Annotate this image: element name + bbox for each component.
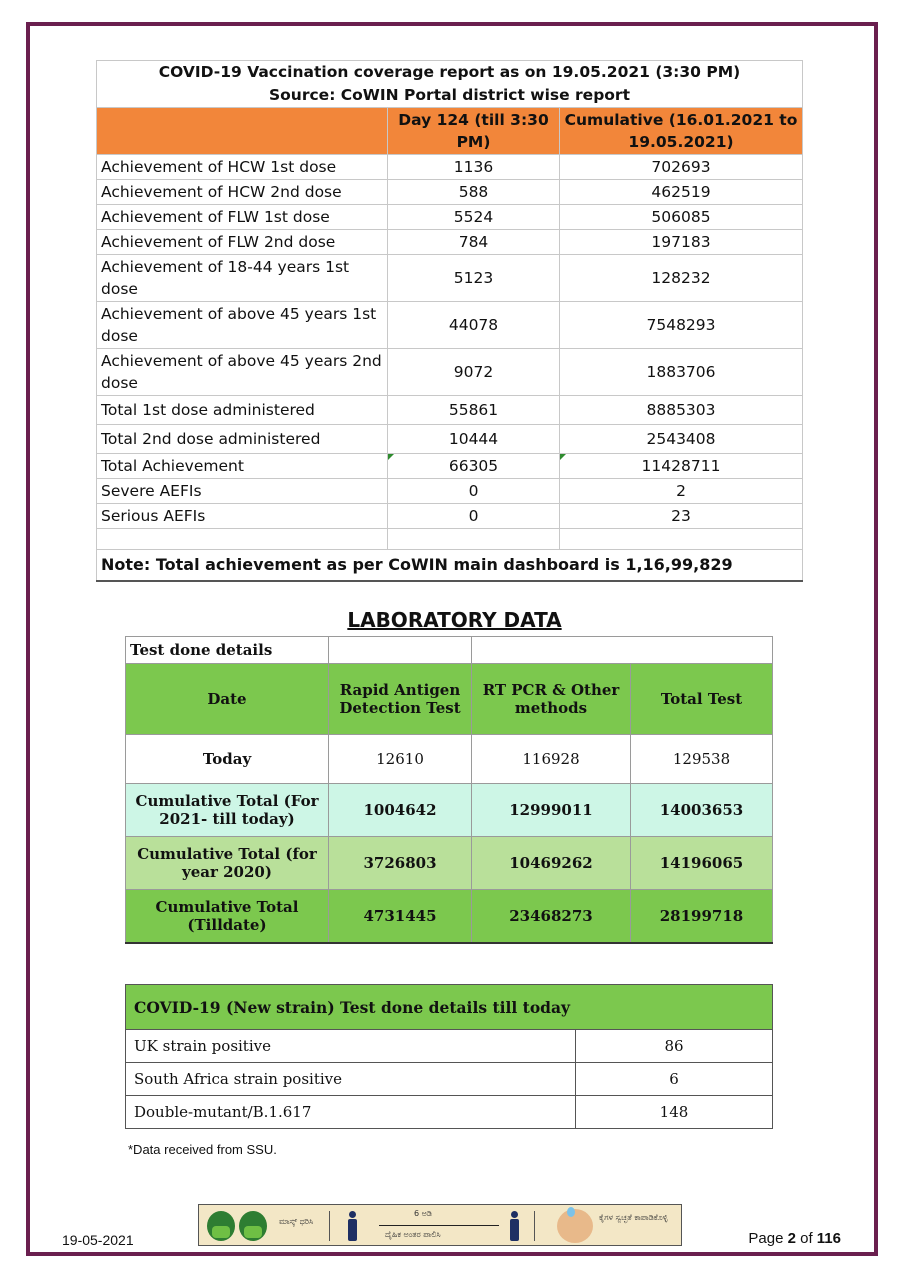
row-day: 55861 (388, 396, 560, 425)
row-label: Total 1st dose administered (97, 396, 388, 425)
row-label: Serious AEFIs (97, 504, 388, 529)
vaccination-note: Note: Total achievement as per CoWIN main dashboard is 1,16,99,829 (97, 550, 803, 582)
table-row (126, 837, 773, 890)
row-cumulative: 2543408 (560, 425, 803, 454)
page-number: Page 2 of 116 (748, 1230, 841, 1247)
vaccination-header-cumulative: Cumulative (16.01.2021 to 19.05.2021) (560, 108, 803, 155)
lab-row-rat: 1004642 (329, 784, 472, 837)
lab-row-rtpcr: 23468273 (472, 890, 631, 944)
table-row (97, 205, 803, 230)
strain-label: UK strain positive (126, 1030, 576, 1063)
lab-row-label: Cumulative Total (For 2021- till today) (126, 784, 329, 837)
banner-hands-text: ಕೈಗಳ ಸ್ವಚ್ಛತೆ ಕಾಪಾಡಿಕೊಳ್ಳಿ (599, 1213, 668, 1222)
row-cumulative: 8885303 (560, 396, 803, 425)
table-row (97, 180, 803, 205)
row-day: 5123 (388, 255, 560, 302)
banner-mask-text: ಮಾಸ್ಕ್ ಧರಿಸಿ (279, 1217, 314, 1226)
table-row (126, 735, 773, 784)
lab-subheader: Test done details (126, 637, 329, 664)
lab-header-date: Date (126, 664, 329, 735)
vaccination-title-1: COVID-19 Vaccination coverage report as on 19.05.2021 (3:30 PM) (97, 61, 803, 85)
row-label: Achievement of FLW 1st dose (97, 205, 388, 230)
lab-row-label: Cumulative Total (Tilldate) (126, 890, 329, 944)
row-label: Achievement of HCW 2nd dose (97, 180, 388, 205)
lab-row-rat: 12610 (329, 735, 472, 784)
table-row (97, 255, 803, 302)
lab-header-rtpcr: RT PCR & Other methods (472, 664, 631, 735)
lab-title: LABORATORY DATA (347, 608, 562, 632)
strain-table (125, 984, 773, 1129)
row-day: 9072 (388, 349, 560, 396)
row-day: 588 (388, 180, 560, 205)
banner-distance-top: 6 ಅಡಿ (414, 1209, 432, 1218)
row-cumulative: 11428711 (560, 454, 803, 479)
row-cumulative: 7548293 (560, 302, 803, 349)
row-cumulative: 2 (560, 479, 803, 504)
row-day: 66305 (388, 454, 560, 479)
lab-row-label: Cumulative Total (for year 2020) (126, 837, 329, 890)
lab-row-rtpcr: 10469262 (472, 837, 631, 890)
footer-date: 19-05-2021 (62, 1232, 134, 1248)
row-day: 784 (388, 230, 560, 255)
strain-label: South Africa strain positive (126, 1063, 576, 1096)
row-cumulative: 1883706 (560, 349, 803, 396)
vaccination-title-2: Source: CoWIN Portal district wise report (97, 84, 803, 108)
banner-distance-bottom: ದೈಹಿಕ ಅಂತರ ಪಾಲಿಸಿ (385, 1230, 441, 1239)
row-label: Total 2nd dose administered (97, 425, 388, 454)
person-icon (509, 1211, 519, 1241)
lab-row-total: 14196065 (631, 837, 773, 890)
table-row (97, 454, 803, 479)
table-row (97, 396, 803, 425)
table-row (126, 890, 773, 944)
row-day: 0 (388, 479, 560, 504)
row-day: 10444 (388, 425, 560, 454)
row-cumulative: 506085 (560, 205, 803, 230)
hand-wash-icon (557, 1209, 593, 1243)
row-cumulative: 23 (560, 504, 803, 529)
row-label: Achievement of HCW 1st dose (97, 155, 388, 180)
table-row (97, 425, 803, 454)
row-cumulative: 702693 (560, 155, 803, 180)
row-cumulative: 462519 (560, 180, 803, 205)
table-row (97, 302, 803, 349)
lab-row-label: Today (126, 735, 329, 784)
distance-arrow-icon (379, 1225, 499, 1226)
table-row (97, 479, 803, 504)
water-drop-icon (567, 1207, 575, 1217)
lab-row-total: 28199718 (631, 890, 773, 944)
row-cumulative: 197183 (560, 230, 803, 255)
row-label: Achievement of FLW 2nd dose (97, 230, 388, 255)
person-icon (347, 1211, 357, 1241)
lab-row-total: 14003653 (631, 784, 773, 837)
table-row (97, 504, 803, 529)
lab-row-rat: 4731445 (329, 890, 472, 944)
strain-header: COVID-19 (New strain) Test done details till today (126, 985, 773, 1030)
table-row (97, 230, 803, 255)
table-row (97, 155, 803, 180)
table-row (126, 1096, 773, 1129)
vaccination-header-blank (97, 108, 388, 155)
empty-row (97, 529, 803, 550)
lab-row-rat: 3726803 (329, 837, 472, 890)
row-label: Total Achievement (97, 454, 388, 479)
lab-header-total: Total Test (631, 664, 773, 735)
vaccination-table (96, 60, 803, 582)
strain-value: 86 (576, 1030, 773, 1063)
row-day: 1136 (388, 155, 560, 180)
lab-row-rtpcr: 12999011 (472, 784, 631, 837)
lab-table (125, 636, 773, 944)
table-row (126, 1030, 773, 1063)
lab-row-rtpcr: 116928 (472, 735, 631, 784)
row-day: 5524 (388, 205, 560, 230)
row-label: Achievement of above 45 years 2nd dose (97, 349, 388, 396)
row-day: 0 (388, 504, 560, 529)
lab-header-rat: Rapid Antigen Detection Test (329, 664, 472, 735)
table-row (126, 1063, 773, 1096)
row-day: 44078 (388, 302, 560, 349)
row-cumulative: 128232 (560, 255, 803, 302)
table-row (97, 349, 803, 396)
table-row (126, 784, 773, 837)
covid-safety-banner (198, 1204, 682, 1246)
footnote: *Data received from SSU. (128, 1142, 277, 1157)
row-label: Achievement of above 45 years 1st dose (97, 302, 388, 349)
vaccination-header-day: Day 124 (till 3:30 PM) (388, 108, 560, 155)
strain-label: Double-mutant/B.1.617 (126, 1096, 576, 1129)
strain-value: 6 (576, 1063, 773, 1096)
lab-row-total: 129538 (631, 735, 773, 784)
row-label: Severe AEFIs (97, 479, 388, 504)
strain-value: 148 (576, 1096, 773, 1129)
row-label: Achievement of 18-44 years 1st dose (97, 255, 388, 302)
